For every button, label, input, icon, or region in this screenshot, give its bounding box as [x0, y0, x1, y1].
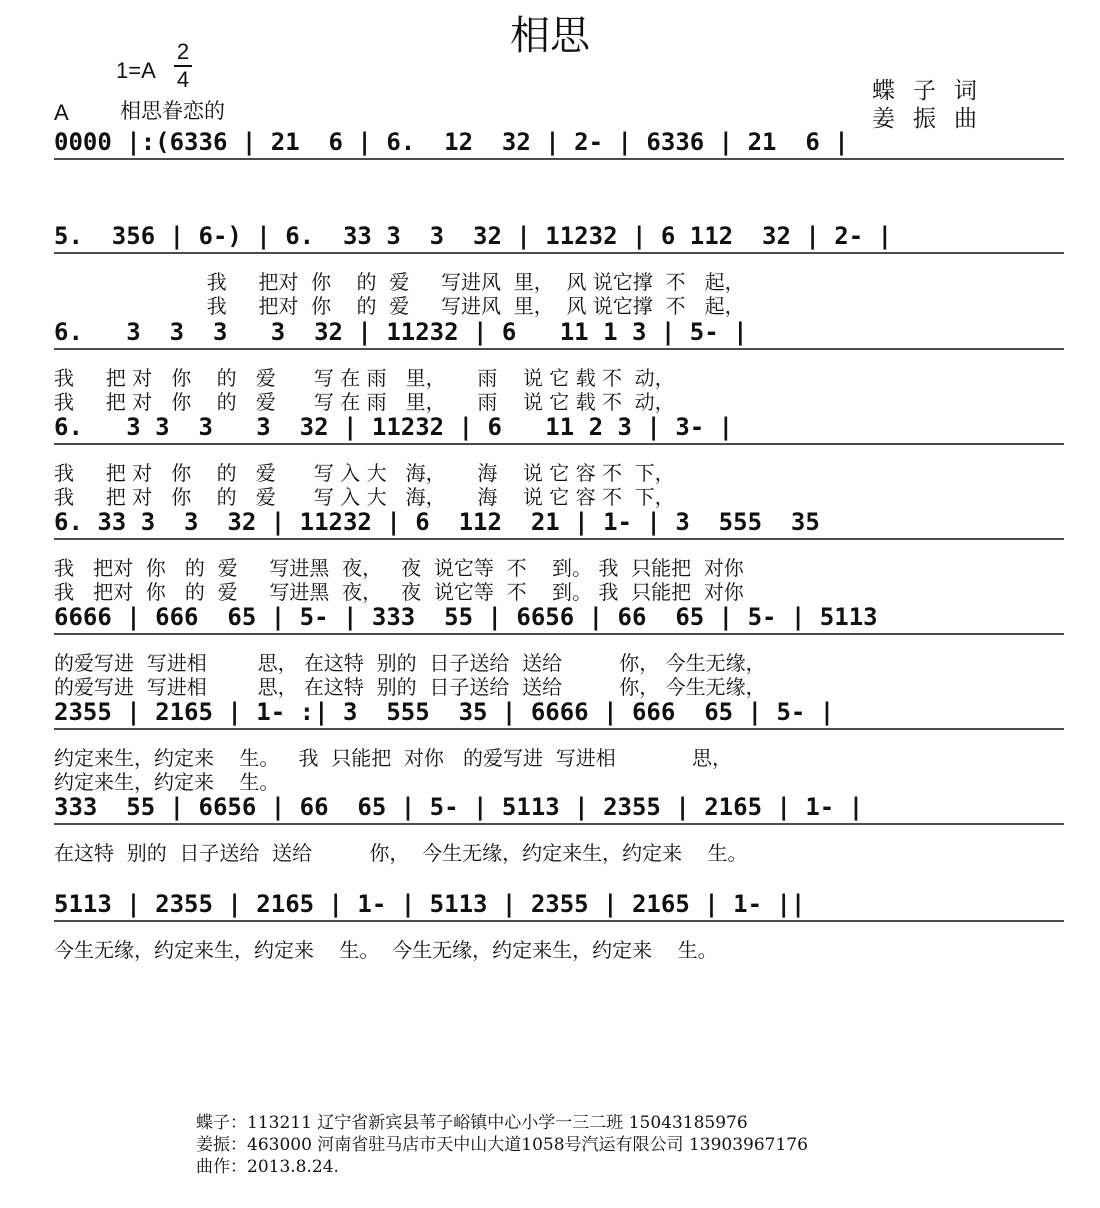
composer-credit: 姜振曲	[872, 106, 995, 132]
beam-lines	[0, 603, 1100, 651]
notation-line: 6. 3 3 3 3 32 | 11232 | 6 11 1 3 | 5- |	[54, 318, 748, 346]
notation-line: 2355 | 2165 | 1- :| 3 555 35 | 6666 | 666 65 | 5- |	[54, 698, 835, 726]
notation-line: 6. 33 3 3 32 | 11232 | 6 112 21 | 1- | 3 555 35	[54, 508, 820, 536]
lyric-line: 在这特 别的 日子送给 送给 你， 今生无缘，约定来生，约定来 生。	[54, 841, 748, 865]
beam-lines	[0, 128, 1100, 176]
notation-row	[0, 508, 1100, 556]
lyric-line: 我 把对 你 的 爱 写进黑 夜， 夜 说它等 不 到。 我 只能把 对你	[54, 556, 744, 580]
beam-lines	[0, 508, 1100, 556]
key-signature: 1=A	[116, 58, 156, 83]
notation-line: 6666 | 666 65 | 5- | 333 55 | 6656 | 66 65 | 5- | 5113	[54, 603, 878, 631]
notation-row	[0, 413, 1100, 461]
time-signature	[174, 40, 192, 92]
notation-row	[0, 318, 1100, 366]
beam-lines	[0, 413, 1100, 461]
beam-lines	[0, 318, 1100, 366]
lyric-line: 今生无缘，约定来生，约定来 生。 今生无缘，约定来生，约定来 生。	[54, 938, 718, 962]
lyric-line: 我 把 对 你 的 爱 写 在 雨 里， 雨 说 它 载 不 动，	[54, 366, 675, 390]
beam-lines	[0, 698, 1100, 746]
lyricist-credit: 蝶子词	[872, 78, 995, 104]
lyric-line: 约定来生，约定来 生。 我 只能把 对你 的爱写进 写进相 思，	[54, 746, 733, 770]
lyric-line: 约定来生，约定来 生。	[54, 770, 280, 794]
footer-contact	[196, 1112, 808, 1178]
notation-line: 6. 3 3 3 3 32 | 11232 | 6 11 2 3 | 3- |	[54, 413, 734, 441]
song-title: 相思	[510, 13, 590, 59]
lyric-line: 我 把对 你 的 爱 写进风 里， 风 说它撑 不 起，	[54, 294, 745, 318]
notation-row	[0, 603, 1100, 651]
footer-line-3: 曲作：2013.8.24.	[196, 1157, 339, 1177]
time-sig-top: 2	[176, 39, 190, 64]
time-sig-bottom: 4	[176, 67, 190, 92]
notation-row	[0, 698, 1100, 746]
footer-line-1: 蝶子：113211 辽宁省新宾县苇子峪镇中心小学一三二班 15043185976	[196, 1113, 748, 1133]
expression-marking: 相思眷恋的	[120, 99, 225, 123]
lyric-line: 我 把 对 你 的 爱 写 入 大 海， 海 说 它 容 不 下，	[54, 485, 675, 509]
beam-lines	[0, 793, 1100, 841]
notation-row	[0, 222, 1100, 270]
beam-lines	[0, 890, 1100, 938]
notation-line: 333 55 | 6656 | 66 65 | 5- | 5113 | 2355 | 2165 | 1- |	[54, 793, 864, 821]
lyric-line: 我 把对 你 的 爱 写进黑 夜， 夜 说它等 不 到。 我 只能把 对你	[54, 580, 744, 604]
lyric-line: 的爱写进 写进相 思， 在这特 别的 日子送给 送给 你， 今生无缘，	[54, 675, 766, 699]
notation-line: 5. 356 | 6-) | 6. 33 3 3 32 | 11232 | 6 112 32 | 2- |	[54, 222, 893, 250]
lyric-line: 的爱写进 写进相 思， 在这特 别的 日子送给 送给 你， 今生无缘，	[54, 651, 766, 675]
notation-line: 0000 |:(6336 | 21 6 | 6. 12 32 | 2- | 6336 | 21 6 |	[54, 128, 849, 156]
notation-row	[0, 128, 1100, 176]
notation-row	[0, 890, 1100, 938]
footer-line-2: 姜振：463000 河南省驻马店市天中山大道1058号汽运有限公司 13903967176	[196, 1135, 808, 1155]
lyric-line: 我 把对 你 的 爱 写进风 里， 风 说它撑 不 起，	[54, 270, 745, 294]
section-marker: A	[54, 100, 69, 125]
lyric-line: 我 把 对 你 的 爱 写 入 大 海， 海 说 它 容 不 下，	[54, 461, 675, 485]
notation-row	[0, 793, 1100, 841]
notation-line: 5113 | 2355 | 2165 | 1- | 5113 | 2355 | 2165 | 1- ||	[54, 890, 806, 918]
beam-lines	[0, 222, 1100, 270]
lyric-line: 我 把 对 你 的 爱 写 在 雨 里， 雨 说 它 载 不 动，	[54, 390, 675, 414]
